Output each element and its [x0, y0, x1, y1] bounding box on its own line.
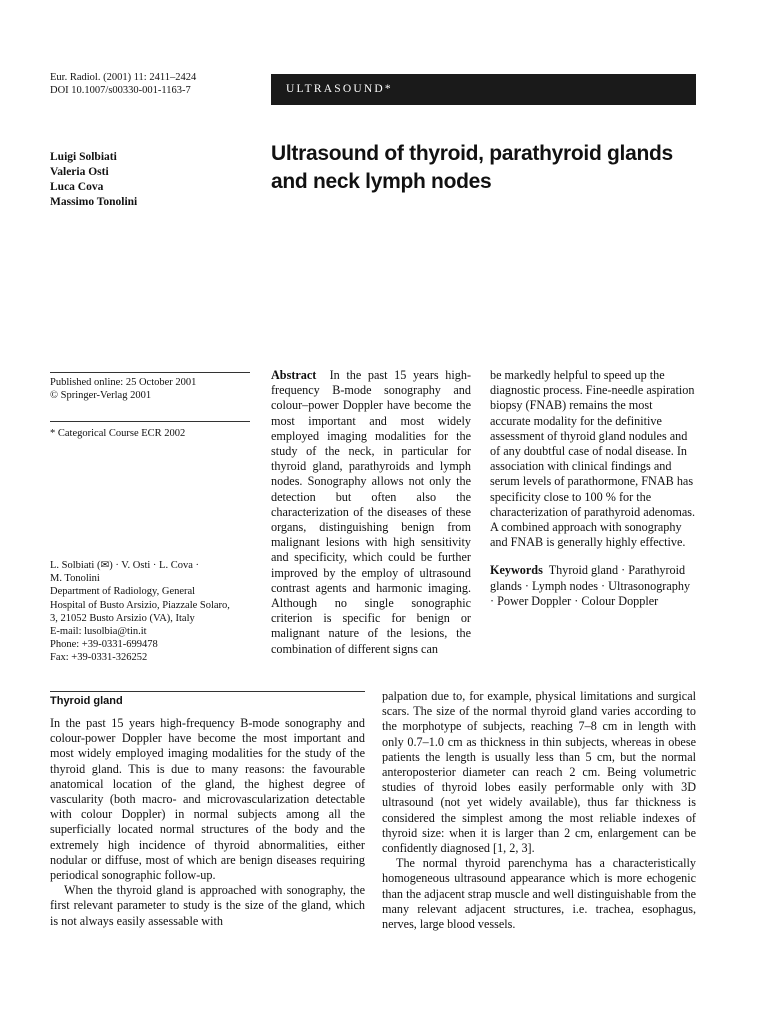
paragraph: When the thyroid gland is approached with sonography, the first relevant parameter to study is the size of the gland, which is not always easily assessable with [50, 883, 365, 928]
keywords-label: Keywords [490, 563, 543, 578]
contact-phone: Phone: +39-0331-699478 [50, 639, 158, 651]
contact-fax: Fax: +39-0331-326252 [50, 652, 148, 664]
contact-email: E-mail: lusolbia@tin.it [50, 626, 147, 638]
author-contact [50, 559, 260, 665]
divider [50, 421, 250, 422]
divider [50, 372, 250, 373]
paragraph: In the past 15 years high-frequency B-mode sonography and colour-power Doppler have become the most important and most widely employed imaging modalities for the study of the thyroid gland. This is due to many reasons: the favourable anatomical location of the gland, the highest degree of vascularity (both macro- and microvascularization detectable with colour Doppler) in normal subjects among all the superficially located normal structures of the body and the extremely high incidence of thyroid abnormalities, either nodular or diffuse, most of which are benign diseases requiring periodical sonographic follow-up. [50, 716, 365, 883]
doi-line: DOI 10.1007/s00330-001-1163-7 [50, 85, 191, 96]
course-note: * Categorical Course ECR 2002 [50, 428, 186, 439]
publication-info [50, 376, 196, 402]
section-heading: Thyroid gland [50, 695, 123, 707]
abstract-column-1 [271, 368, 471, 657]
abstract-text-continued: be markedly helpful to speed up the diagnostic process. Fine-needle aspiration biopsy (FNAB) remains the most accurate modality for the definitive assessment of thyroid gland nodules and of any doubtful case of nodal disease. In association with clinical findings and serum levels of parathormone, FNAB has specificity close to 100 % for the characterization of parathyroid adenomas. A combined approach with sonography and FNAB is generally highly effective. [490, 368, 696, 550]
paragraph: The normal thyroid parenchyma has a characteristically homogeneous ultrasound appearance which is more echogenic than the adjacent strap muscle and well distinguishable from the many relevant adjacent structures, i.e. trachea, esophagus, nerves, large blood vessels. [382, 856, 696, 932]
author-name: Luca Cova [50, 181, 104, 193]
abstract-text: In the past 15 years high-frequency B-mode sonography and colour–power Doppler have become the most important and most widely employed imaging modalities for the study of the neck, in particular for thyroid gland, parathyroids and lymph nodes. Sonography allows not only the detection but often also the characterization of the diseases of these organs, distinguishing benign from malignant lesions with high sensitivity and specificity, which could be further improved by the employ of ultrasound contrast agents and harmonic imaging. Although no single sonographic criterion is specific for benign or malignant nature of the lesions, the combination of different signs can [271, 368, 472, 656]
journal-citation [50, 71, 265, 97]
keywords [490, 563, 696, 609]
article-title: Ultrasound of thyroid, parathyroid glands and neck lymph nodes [271, 142, 673, 193]
contact-line: 3, 21052 Busto Arsizio (VA), Italy [50, 612, 195, 624]
author-name: Luigi Solbiati [50, 151, 117, 163]
copyright-line: © Springer-Verlag 2001 [50, 390, 152, 401]
author-name: Valeria Osti [50, 166, 109, 178]
body-column-right [382, 689, 696, 932]
journal-line: Eur. Radiol. (2001) 11: 2411–2424 [50, 72, 197, 83]
published-date: Published online: 25 October 2001 [50, 377, 197, 388]
contact-line: Hospital of Busto Arsizio, Piazzale Solaro, [50, 599, 230, 611]
author-name: Massimo Tonolini [50, 196, 138, 208]
section-banner: ULTRASOUND* [271, 74, 696, 105]
keywords-list: Thyroid gland · Parathyroid glands · Lymph nodes · Ultrasonography · Power Doppler · Colour Doppler [490, 563, 691, 608]
contact-line: L. Solbiati (✉) · V. Osti · L. Cova · [50, 560, 199, 571]
divider [50, 691, 365, 692]
contact-line: Department of Radiology, General [50, 586, 196, 598]
body-column-left [50, 716, 365, 929]
abstract-column-2 [490, 368, 696, 609]
paragraph: palpation due to, for example, physical limitations and surgical scars. The size of the normal thyroid gland varies according to the morphotype of subjects, reaching 7–8 cm in length with only 0.7–1.0 cm as thickness in thin subjects, whereas in obese patients the length is usually less than 5 cm, but the normal anteroposterior diameter can reach 2 cm. Being volumetric studies of thyroid lobes easily performable only with 3D ultrasound (not yet widely available), thus far thickness is considered the simplest among the most reliable indexes of thyroid size: when it is larger than 2 cm, enlargement can be confidently diagnosed [1, 2, 3]. [382, 689, 696, 856]
author-list [50, 150, 137, 210]
abstract-label: Abstract [271, 368, 317, 382]
contact-line: M. Tonolini [50, 573, 100, 585]
